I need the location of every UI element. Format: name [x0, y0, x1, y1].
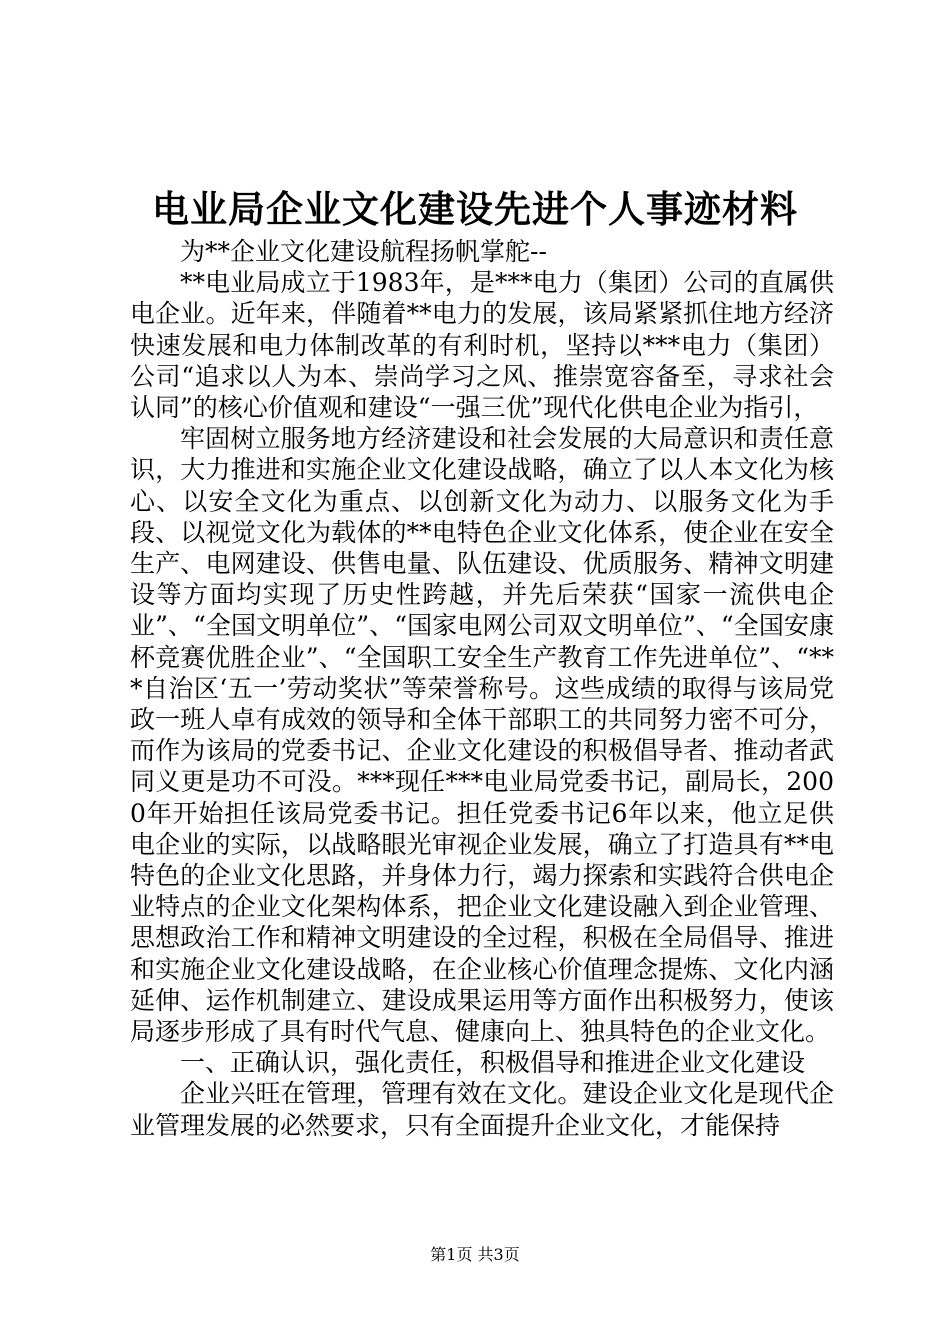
document-title: 电业局企业文化建设先进个人事迹材料	[152, 187, 798, 231]
subtitle-paragraph: 为**企业文化建设航程扬帆掌舵--	[180, 237, 547, 266]
main-paragraph: 牢固树立服务地方经济建设和社会发展的大局意识和责任意识，大力推进和实施企业文化建设战略，确立了以人本文化为核心、以安全文化为重点、以创新文化为动力、以服务文化为手段、以视觉文化为载体的**电特色企业文化体系，使企业在安全生产、电网建设、供售电量、队伍建设、优质服务、精神文明建设等方面均实现了历史性跨越，并先后荣获“国家一流供电企业”、“全国文明单位”、“国家电网公司双文明单位”、“全国安康杯竞赛优胜企业”、“全国职工安全生产教育工作先进单位”、“***自治区‘五一’劳动奖状”等荣誉称号。这些成绩的取得与该局党政一班人卓有成效的领导和全体干部职工的共同努力密不可分，而作为该局的党委书记、企业文化建设的积极倡导者、推动者武同义更是功不可没。***现任***电业局党委书记，副局长，2000年开始担任该局党委书记。担任党委书记6年以来，他立足供电企业的实际，以战略眼光审视企业发展，确立了打造具有**电特色的企业文化思路，并身体力行，竭力探索和实践符合供电企业特点的企业文化架构体系，把企业文化建设融入到企业管理、思想政治工作和精神文明建设的全过程，积极在全局倡导、推进和实施企业文化建设战略，在企业核心价值理念提炼、文化内涵延伸、运作机制建立、建设成果运用等方面作出积极努力，使该局逐步形成了具有时代气息、健康向上、独具特色的企业文化。	[130, 424, 834, 1047]
page-footer: 第1页 共3页	[430, 1245, 520, 1264]
document-body	[130, 236, 834, 1141]
section-heading: 一、正确认识，强化责任，积极倡导和推进企业文化建设	[180, 1048, 806, 1078]
intro-paragraph: **电业局成立于1983年，是***电力（集团）公司的直属供电企业。近年来，伴随着**电力的发展，该局紧紧抓住地方经济快速发展和电力体制改革的有利时机，坚持以***电力（集团）公司“追求以人为本、崇尚学习之风、推崇宽容备至，寻求社会认同”的核心价值观和建设“一强三优”现代化供电企业为指引，	[130, 268, 834, 423]
section-paragraph: 企业兴旺在管理，管理有效在文化。建设企业文化是现代企业管理发展的必然要求，只有全面提升企业文化，才能保持	[130, 1079, 834, 1140]
